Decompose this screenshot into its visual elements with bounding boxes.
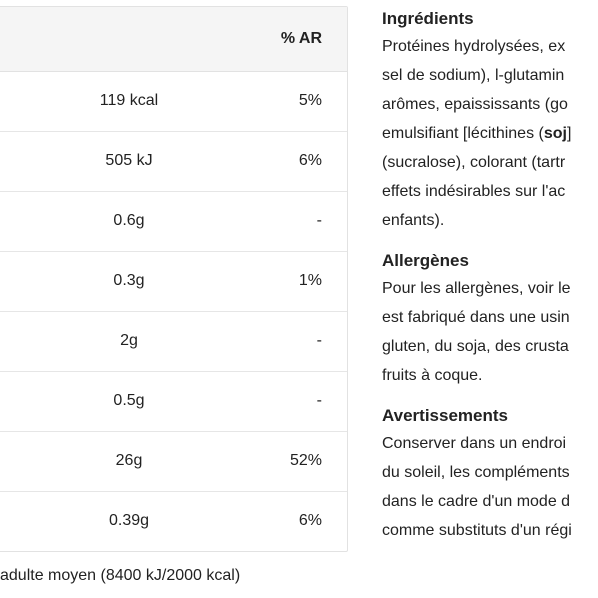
ingredients-line: enfants). <box>382 212 445 229</box>
nutrition-table-header <box>0 7 347 72</box>
table-row <box>0 72 347 131</box>
nutrient-value: 26g <box>115 452 143 469</box>
nutrient-value: 0.5g <box>113 392 145 409</box>
allergens-title: Allergènes <box>382 251 469 270</box>
table-row <box>0 311 347 371</box>
nutrient-value: 0.39g <box>108 512 150 529</box>
ingredients-line: (sucralose), colorant (tartr <box>382 154 566 171</box>
ingredients-line-text: emulsifiant [lécithines ( <box>382 125 544 142</box>
allergens-section <box>382 248 598 390</box>
warnings-section <box>382 403 598 545</box>
nutrient-value: 2g <box>120 332 138 349</box>
ingredients-line: effets indésirables sur l'ac <box>382 183 566 200</box>
allergens-line: est fabriqué dans une usin <box>382 309 570 326</box>
ar-column-header: % AR <box>280 30 322 47</box>
nutrient-value: 119 kcal <box>99 92 159 109</box>
warnings-line: du soleil, les compléments <box>382 464 570 481</box>
allergens-line: fruits à coque. <box>382 367 483 384</box>
table-row <box>0 371 347 431</box>
nutrient-value: 0.3g <box>113 272 145 289</box>
ingredients-line: Protéines hydrolysées, ex <box>382 38 566 55</box>
ingredients-line-suffix: ] <box>566 125 572 142</box>
table-row <box>0 191 347 251</box>
ingredients-title: Ingrédients <box>382 9 474 28</box>
table-row <box>0 251 347 311</box>
nutrient-value: 0.6g <box>113 212 145 229</box>
nutrient-value: 505 kJ <box>105 152 153 169</box>
table-row <box>0 431 347 491</box>
ingredients-line: arômes, epaississants (go <box>382 96 568 113</box>
warnings-line: Conserver dans un endroi <box>382 435 567 452</box>
ingredients-section <box>382 6 598 235</box>
product-info-column <box>382 6 598 558</box>
nutrient-ar: - <box>316 212 322 229</box>
warnings-line: dans le cadre d'un mode d <box>382 493 571 510</box>
nutrient-ar: 6% <box>298 152 322 169</box>
nutrition-table-body <box>0 72 347 551</box>
nutrient-ar: - <box>316 392 322 409</box>
nutrient-ar: 5% <box>298 92 322 109</box>
ingredients-line: sel de sodium), l-glutamin <box>382 67 565 84</box>
ingredients-line-emulsifier <box>382 119 598 148</box>
allergens-line: Pour les allergènes, voir le <box>382 280 571 297</box>
warnings-title: Avertissements <box>382 406 508 425</box>
reference-intake-footnote: adulte moyen (8400 kJ/2000 kcal) <box>0 567 241 584</box>
nutrient-ar: 1% <box>298 272 322 289</box>
nutrition-table <box>0 6 348 552</box>
nutrient-ar: 6% <box>298 512 322 529</box>
table-row <box>0 491 347 551</box>
warnings-line: comme substituts d'un régi <box>382 522 572 539</box>
nutrient-ar: - <box>316 332 322 349</box>
nutrient-ar: 52% <box>289 452 322 469</box>
table-row <box>0 131 347 191</box>
allergen-highlight: soj <box>543 125 567 142</box>
allergens-line: gluten, du soja, des crusta <box>382 338 569 355</box>
